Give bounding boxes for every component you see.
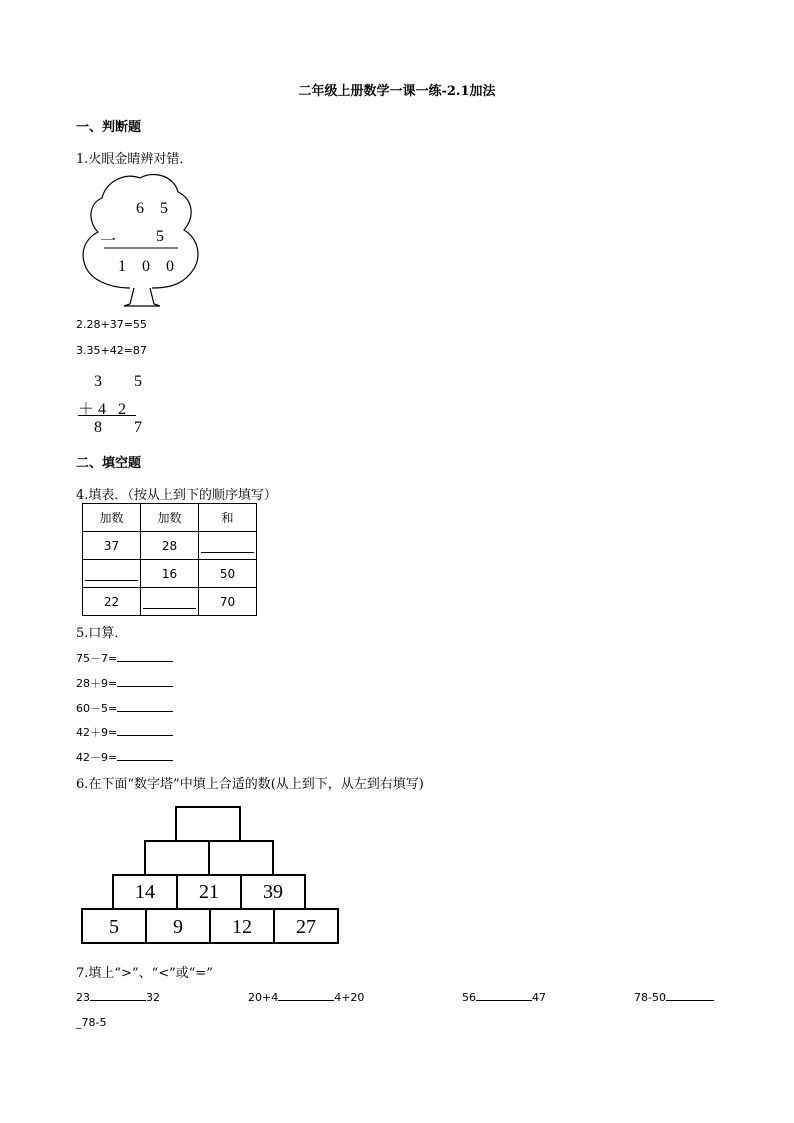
table-blank-cell[interactable] xyxy=(141,588,199,616)
answer-line[interactable] xyxy=(117,750,173,761)
question-4: 4.填表．（按从上到下的顺序填写） xyxy=(76,488,277,503)
table-row xyxy=(83,532,257,560)
table-cell: 28 xyxy=(141,532,199,560)
table-blank-cell[interactable] xyxy=(83,560,141,588)
answer-line-continued[interactable]: _ xyxy=(76,1016,82,1029)
compare-right: 32 xyxy=(146,991,160,1004)
pyramid-blank-box[interactable] xyxy=(208,840,274,876)
compare-left: 23 xyxy=(76,991,90,1004)
compare-item xyxy=(248,990,364,1004)
tree-outline xyxy=(80,170,204,312)
question-2: 2.28+37=55 xyxy=(76,318,147,331)
compare-right: 4+20 xyxy=(334,991,365,1004)
pyramid-blank-box[interactable] xyxy=(175,806,241,842)
pyramid-box: 14 xyxy=(112,874,178,910)
answer-line[interactable] xyxy=(117,676,173,687)
oral-item xyxy=(76,650,173,666)
compare-left: 20+4 xyxy=(248,991,279,1004)
answer-line[interactable] xyxy=(476,990,532,1001)
compare-left: 56 xyxy=(462,991,476,1004)
question-3: 3.35+42=87 xyxy=(76,344,147,357)
question-1: 1.火眼金睛辨对错． xyxy=(76,152,193,167)
table-header-row xyxy=(83,504,257,532)
tree-result: 1 0 0 xyxy=(118,258,180,275)
pyramid-box: 21 xyxy=(176,874,242,910)
compare-right: 47 xyxy=(532,991,546,1004)
table-blank-cell[interactable] xyxy=(199,532,257,560)
oral-expression: 42＋9= xyxy=(76,726,118,739)
table-cell: 22 xyxy=(83,588,141,616)
section-fill-blank: 二、填空题 xyxy=(76,456,142,471)
oral-item xyxy=(76,724,173,740)
compare-item xyxy=(76,990,160,1004)
answer-line xyxy=(85,580,138,581)
table-header: 加数 xyxy=(83,504,141,532)
table-cell: 16 xyxy=(141,560,199,588)
page-title: 二年级上册数学一课一练-2.1加法 xyxy=(298,84,496,99)
oral-expression: 60－5= xyxy=(76,702,118,715)
answer-line[interactable] xyxy=(666,990,714,1001)
pyramid-blank-box[interactable] xyxy=(144,840,210,876)
answer-line[interactable] xyxy=(117,651,173,662)
pyramid-box: 39 xyxy=(240,874,306,910)
vertical-row-3: 8 7 xyxy=(94,419,156,436)
table-row xyxy=(83,588,257,616)
oral-expression: 75－7= xyxy=(76,652,118,665)
oral-item xyxy=(76,749,173,765)
answer-line xyxy=(201,552,254,553)
vertical-row-2: ＋4 2 xyxy=(78,401,131,418)
pyramid-box: 9 xyxy=(145,908,211,944)
oral-expression: 28＋9= xyxy=(76,677,118,690)
tree-figure xyxy=(80,170,204,312)
tree-addend-2: 5 xyxy=(156,228,170,245)
answer-line[interactable] xyxy=(278,990,334,1001)
tree-operator: 一 xyxy=(100,233,123,250)
answer-line[interactable] xyxy=(117,725,173,736)
answer-line[interactable] xyxy=(90,990,146,1001)
oral-item xyxy=(76,700,173,716)
compare-item-continued xyxy=(76,1016,106,1029)
compare-item xyxy=(634,990,714,1004)
section-judgment: 一、判断题 xyxy=(76,120,142,135)
table-cell: 37 xyxy=(83,532,141,560)
pyramid-box: 12 xyxy=(209,908,275,944)
compare-left: 78-50 xyxy=(634,991,666,1004)
table-header: 加数 xyxy=(141,504,199,532)
pyramid-box: 27 xyxy=(273,908,339,944)
answer-line[interactable] xyxy=(117,701,173,712)
question-6: 6.在下面“数字塔”中填上合适的数(从上到下，从左到右填写) xyxy=(76,777,424,792)
question-7: 7.填上“>”、“<”或“=” xyxy=(76,966,213,981)
table-header: 和 xyxy=(199,504,257,532)
oral-expression: 42－9= xyxy=(76,751,118,764)
compare-right: 78-5 xyxy=(81,1016,107,1029)
tree-addend-1: 6 5 xyxy=(136,200,174,217)
question-5: 5.口算． xyxy=(76,626,128,641)
table-cell: 70 xyxy=(199,588,257,616)
pyramid-box: 5 xyxy=(81,908,147,944)
oral-item xyxy=(76,675,173,691)
addition-table xyxy=(82,503,257,616)
vertical-row-1: 3 5 xyxy=(94,373,156,390)
answer-line xyxy=(143,608,196,609)
compare-item xyxy=(462,990,546,1004)
vertical-divider xyxy=(78,415,136,416)
table-row xyxy=(83,560,257,588)
table-cell: 50 xyxy=(199,560,257,588)
